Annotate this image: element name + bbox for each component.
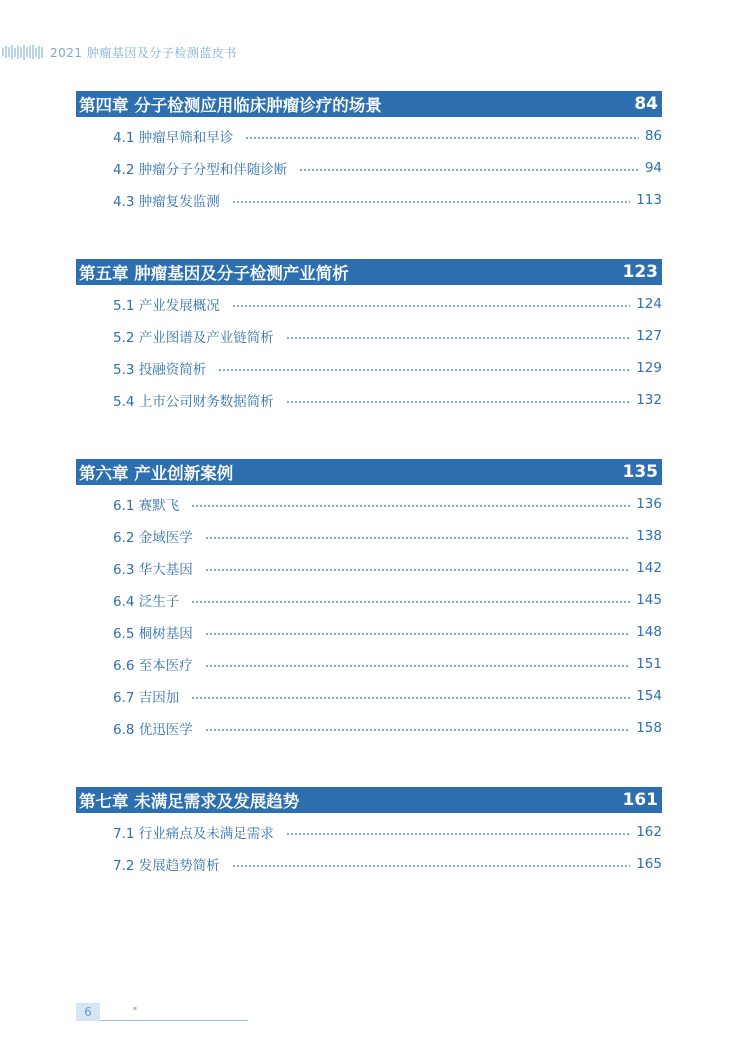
toc-entry-label: 6.6 至本医疗	[113, 658, 193, 674]
toc-entry-label: 5.2 产业图谱及产业链简析	[113, 330, 274, 346]
dot-leader	[286, 401, 630, 403]
chapter-page-number: 135	[622, 462, 658, 482]
toc-entry[interactable]	[113, 590, 662, 610]
toc-entry-label: 6.4 泛生子	[113, 594, 180, 610]
barcode-stripe	[8, 47, 10, 57]
toc-entry-page: 154	[636, 688, 662, 704]
toc-entry-page: 158	[636, 720, 662, 736]
dot-leader	[245, 137, 639, 139]
toc-entry-label: 7.1 行业痛点及未满足需求	[113, 826, 274, 842]
toc-entry-label: 6.2 金域医学	[113, 530, 193, 546]
chapter-heading[interactable]	[76, 259, 662, 285]
chapter-title: 第四章 分子检测应用临床肿瘤诊疗的场景	[79, 96, 382, 115]
toc-entry[interactable]	[113, 190, 662, 210]
toc-entry-label: 5.1 产业发展概况	[113, 298, 220, 314]
chapter-title: 第六章 产业创新案例	[79, 464, 234, 483]
toc-entry[interactable]	[113, 854, 662, 874]
barcode-stripe	[14, 48, 16, 57]
toc-entry-page: 138	[636, 528, 662, 544]
toc-entry-label: 6.8 优迅医学	[113, 722, 193, 738]
toc-entry[interactable]	[113, 326, 662, 346]
barcode-stripe	[32, 45, 34, 59]
toc-entry[interactable]	[113, 558, 662, 578]
barcode-stripe	[35, 48, 37, 57]
toc-entry-page: 94	[644, 160, 662, 176]
dot-leader	[205, 537, 630, 539]
toc-entry-label: 6.5 桐树基因	[113, 626, 193, 642]
dot-leader	[205, 665, 630, 667]
barcode-stripe	[38, 46, 40, 59]
toc-entry[interactable]	[113, 526, 662, 546]
toc-entry-page: 136	[636, 496, 662, 512]
footer-rule	[100, 1020, 248, 1021]
toc-entry-page: 127	[636, 328, 662, 344]
toc-entry[interactable]	[113, 294, 662, 314]
toc-entry-page: 165	[636, 856, 662, 872]
toc-entry[interactable]	[113, 390, 662, 410]
toc-entry-label: 4.3 肿瘤复发监测	[113, 194, 220, 210]
barcode-stripe	[41, 47, 43, 58]
chapter-page-number: 161	[622, 790, 658, 810]
toc-entry[interactable]	[113, 494, 662, 514]
dot-leader	[205, 633, 630, 635]
toc-entry-label: 6.3 华大基因	[113, 562, 193, 578]
toc-entry[interactable]	[113, 718, 662, 738]
toc-entry-page: 145	[636, 592, 662, 608]
chapter-page-number: 123	[622, 262, 658, 282]
barcode-stripe	[23, 45, 25, 60]
toc-entry-page: 113	[636, 192, 662, 208]
toc-entry-page: 148	[636, 624, 662, 640]
toc-entry[interactable]	[113, 654, 662, 674]
chapter-heading[interactable]	[76, 459, 662, 485]
barcode-stripe	[11, 45, 13, 59]
header-barcode-decoration	[2, 44, 44, 60]
dot-leader	[232, 305, 630, 307]
toc-entry-label: 4.2 肿瘤分子分型和伴随诊断	[113, 162, 288, 178]
header-title: 2021 肿瘤基因及分子检测蓝皮书	[50, 45, 237, 60]
barcode-stripe	[26, 47, 28, 57]
toc-entry-page: 124	[636, 296, 662, 312]
toc-entry-page: 129	[636, 360, 662, 376]
toc-entry-page: 132	[636, 392, 662, 408]
chapter-page-number: 84	[634, 94, 658, 114]
dot-leader	[191, 697, 630, 699]
footer-tick-mark: ▪	[133, 1005, 138, 1012]
dot-leader	[191, 505, 630, 507]
toc-entry-page: 162	[636, 824, 662, 840]
toc-entry[interactable]	[113, 686, 662, 706]
barcode-stripe	[20, 47, 22, 58]
dot-leader	[232, 865, 630, 867]
toc-entry[interactable]	[113, 158, 662, 178]
barcode-stripe	[17, 46, 19, 59]
barcode-stripe	[2, 48, 4, 56]
footer-page-number: 6	[76, 1003, 100, 1021]
toc-entry-label: 5.4 上市公司财务数据简析	[113, 394, 274, 410]
chapter-title: 第五章 肿瘤基因及分子检测产业简析	[79, 264, 349, 283]
dot-leader	[218, 369, 630, 371]
toc-entry[interactable]	[113, 358, 662, 378]
toc-entry-page: 86	[644, 128, 662, 144]
chapter-heading[interactable]	[76, 787, 662, 813]
toc-entry[interactable]	[113, 822, 662, 842]
toc-entry-label: 6.1 赛默飞	[113, 498, 180, 514]
dot-leader	[191, 601, 630, 603]
toc-entry[interactable]	[113, 622, 662, 642]
barcode-stripe	[5, 46, 7, 58]
running-header	[0, 44, 300, 60]
toc-entry[interactable]	[113, 126, 662, 146]
barcode-stripe	[29, 46, 31, 58]
chapter-title: 第七章 未满足需求及发展趋势	[79, 792, 300, 811]
dot-leader	[286, 833, 630, 835]
toc-entry-page: 151	[636, 656, 662, 672]
toc-entry-label: 5.3 投融资简析	[113, 362, 207, 378]
dot-leader	[205, 569, 630, 571]
toc-entry-label: 4.1 肿瘤早筛和早诊	[113, 130, 234, 146]
dot-leader	[232, 201, 630, 203]
toc-entry-page: 142	[636, 560, 662, 576]
dot-leader	[299, 169, 639, 171]
dot-leader	[286, 337, 630, 339]
toc-entry-label: 7.2 发展趋势简析	[113, 858, 220, 874]
dot-leader	[205, 729, 630, 731]
chapter-heading[interactable]	[76, 91, 662, 117]
toc-entry-label: 6.7 吉因加	[113, 690, 180, 706]
